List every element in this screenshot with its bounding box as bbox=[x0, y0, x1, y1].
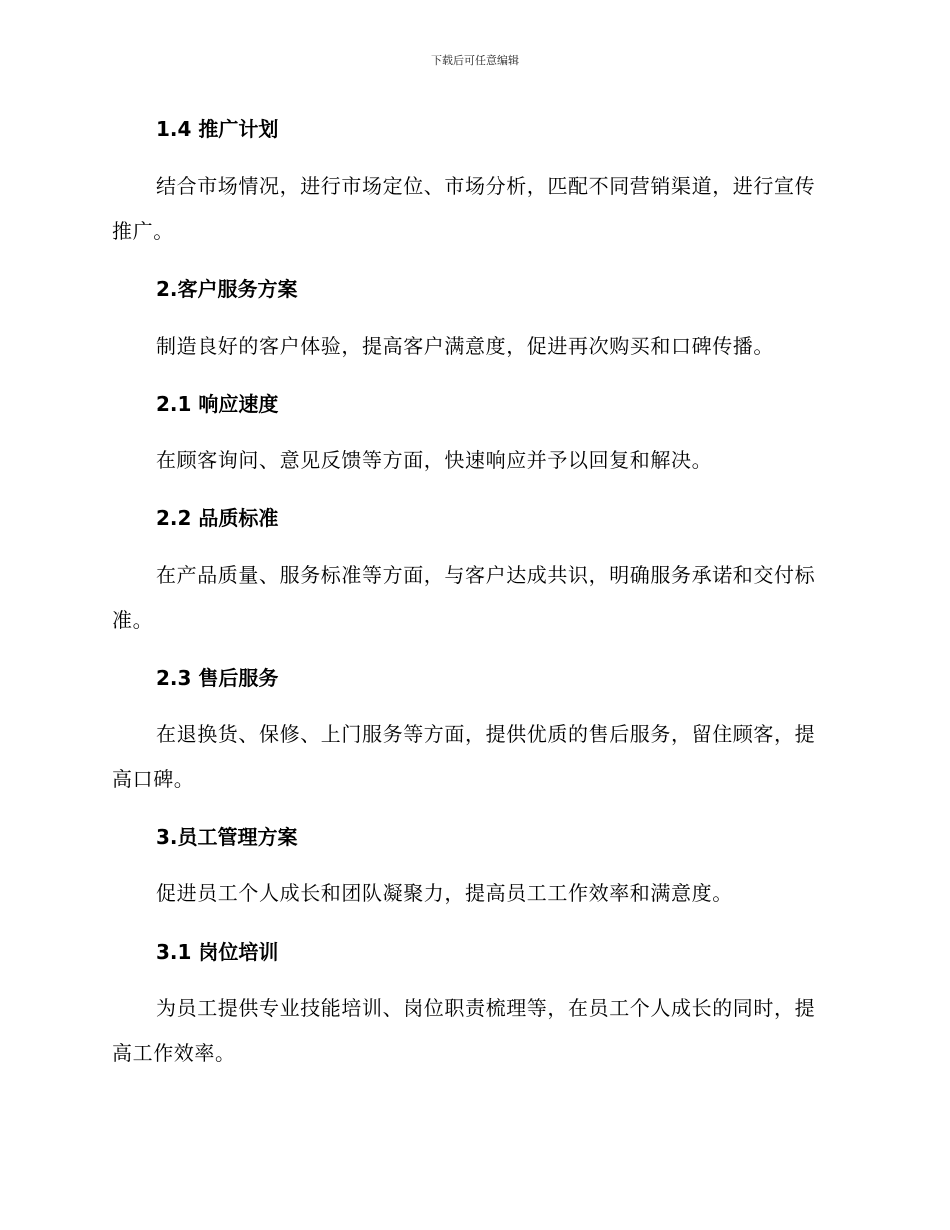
section-heading: 2.3 售后服务 bbox=[156, 666, 279, 690]
section-paragraph: 促进员工个人成长和团队凝聚力，提高员工工作效率和满意度。 bbox=[156, 881, 733, 905]
section-heading: 3.1 岗位培训 bbox=[156, 940, 279, 964]
section-paragraph: 为员工提供专业技能培训、岗位职责梳理等，在员工个人成长的同时，提高工作效率。 bbox=[112, 996, 816, 1065]
section-paragraph: 在顾客询问、意见反馈等方面，快速响应并予以回复和解决。 bbox=[156, 448, 713, 472]
section-paragraph: 结合市场情况，进行市场定位、市场分析，匹配不同营销渠道，进行宣传推广。 bbox=[112, 174, 816, 243]
section-heading: 2.1 响应速度 bbox=[156, 392, 279, 416]
section-heading: 2.客户服务方案 bbox=[156, 277, 298, 301]
section-heading: 3.员工管理方案 bbox=[156, 825, 298, 849]
page-header: 下载后可任意编辑 bbox=[431, 54, 519, 67]
section-paragraph: 制造良好的客户体验，提高客户满意度，促进再次购买和口碑传播。 bbox=[156, 334, 774, 358]
section-paragraph: 在产品质量、服务标准等方面，与客户达成共识，明确服务承诺和交付标准。 bbox=[112, 563, 816, 632]
section-heading: 2.2 品质标准 bbox=[156, 506, 279, 530]
section-paragraph: 在退换货、保修、上门服务等方面，提供优质的售后服务，留住顾客，提高口碑。 bbox=[112, 722, 816, 791]
section-heading: 1.4 推广计划 bbox=[156, 117, 279, 141]
